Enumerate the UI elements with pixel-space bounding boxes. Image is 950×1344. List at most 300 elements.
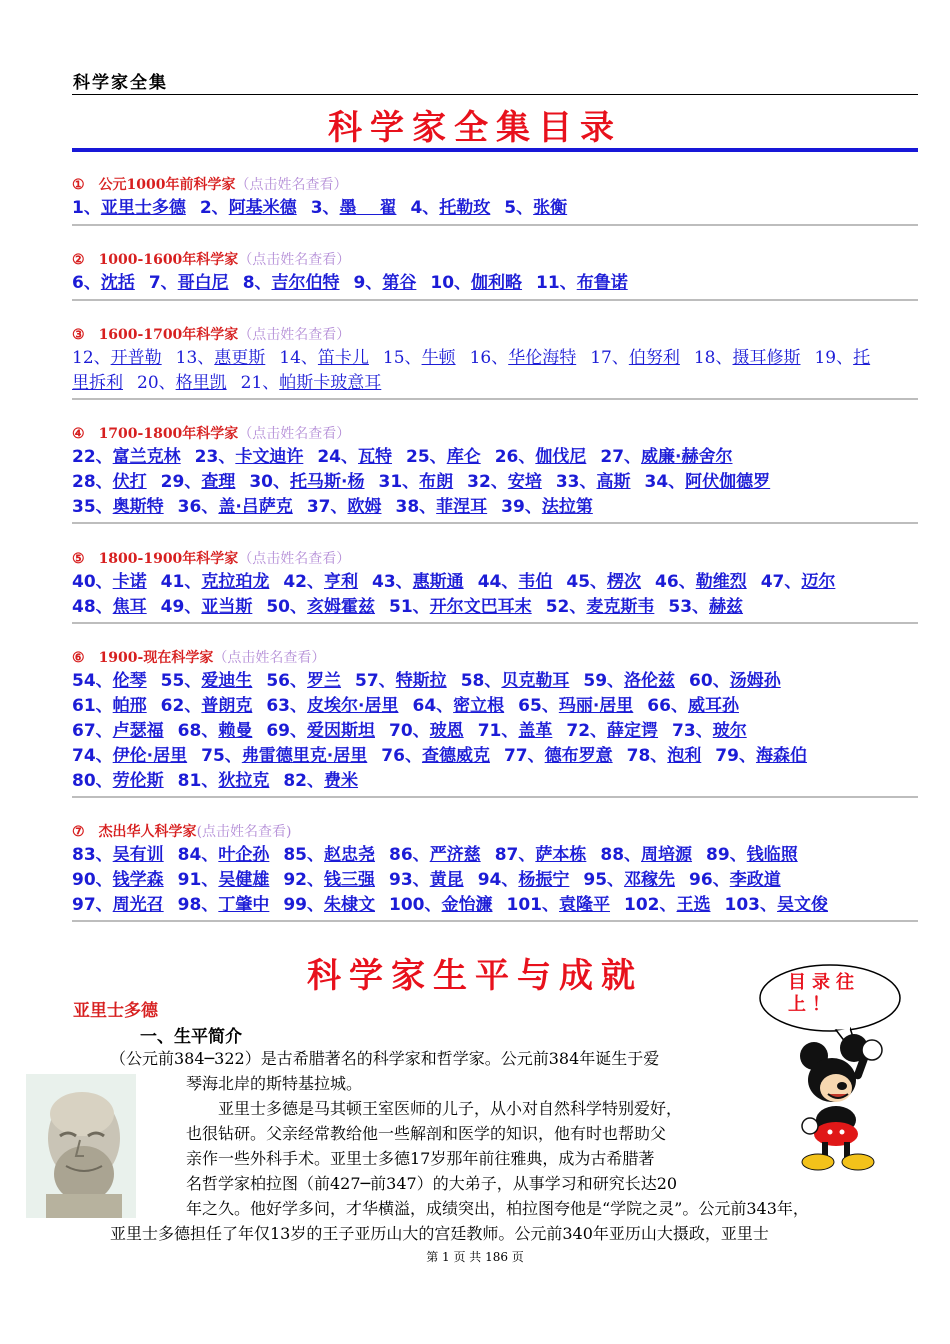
toc-link-name[interactable]: 赫兹 [709,597,744,617]
toc-link[interactable] [161,597,253,617]
toc-link[interactable] [389,895,493,915]
toc-link-number: 31、 [378,472,420,492]
toc-link[interactable] [627,746,702,766]
toc-link[interactable] [307,497,382,517]
toc-link-name[interactable]: 勒维烈 [695,572,747,592]
toc-link-name[interactable]: 迈尔 [801,572,836,592]
toc-link-name[interactable]: 亚里士多德 [100,198,186,218]
toc-link[interactable] [430,273,522,293]
toc-link-name[interactable]: 惠更斯 [214,348,266,368]
toc-link-name[interactable]: 玻尔 [712,721,747,741]
toc-link[interactable] [583,671,675,691]
toc-link[interactable] [566,572,641,592]
toc-link-name[interactable]: 邓稼先 [624,870,676,890]
toc-link[interactable] [583,870,675,890]
section-hint: （点击姓名查看） [238,426,351,442]
toc-link[interactable] [495,845,587,865]
toc-link-name[interactable]: 楞次 [607,572,642,592]
toc-link[interactable] [317,447,392,467]
toc-link[interactable] [761,572,836,592]
toc-link[interactable] [470,348,577,368]
toc-link[interactable] [161,572,270,592]
toc-link-number: 66、 [647,696,688,716]
toc-link[interactable] [647,696,739,716]
toc-link-number: 89、 [706,845,747,865]
toc-link-name[interactable]: 富兰克林 [112,447,181,467]
toc-link[interactable] [283,572,358,592]
toc-link[interactable] [694,348,801,368]
toc-link-name[interactable]: 开普勒 [110,348,162,368]
toc-link[interactable] [566,721,658,741]
toc-link-name[interactable]: 威耳孙 [687,696,739,716]
toc-link-name[interactable]: 盖革 [518,721,553,741]
bio-line: 琴海北岸的斯特基拉城。 [186,1074,363,1093]
toc-link-name[interactable]: 安培 [507,472,542,492]
toc-link-name[interactable]: 菲涅耳 [436,497,488,517]
toc-link-number: 101、 [506,895,560,915]
toc-link-name[interactable]: 摄耳修斯 [732,348,801,368]
toc-link[interactable] [715,746,807,766]
toc-link[interactable] [72,721,164,741]
toc-link-name[interactable]: 库仑 [446,447,481,467]
toc-link-name[interactable]: 格里凯 [175,373,227,393]
toc-link-name[interactable]: 伽伐尼 [535,447,587,467]
section-hint: （点击姓名查看） [238,252,351,268]
toc-link[interactable] [72,746,187,766]
toc-link-name[interactable]: 赖曼 [218,721,253,741]
toc-link-name[interactable]: 密立根 [453,696,505,716]
toc-link-name[interactable]: 张衡 [533,198,568,218]
toc-link-number: 4、 [410,198,440,218]
toc-link-name[interactable]: 华伦海特 [508,348,577,368]
toc-link-number: 58、 [460,671,502,691]
toc-rule [72,148,918,152]
toc-link-name[interactable]: 焦耳 [112,597,147,617]
section-hint: (点击姓名查看) [196,824,292,840]
toc-link-number: 8、 [242,273,272,293]
toc-link-name[interactable]: 布鲁诺 [576,273,628,293]
toc-link-name[interactable]: 严济慈 [429,845,481,865]
section-number: ⑥ [72,650,85,666]
toc-link[interactable] [507,895,611,915]
toc-link-number: 75、 [201,746,242,766]
section-number: ⑦ [72,824,85,840]
toc-link[interactable] [689,671,781,691]
toc-link[interactable] [161,671,253,691]
toc-link[interactable] [372,572,464,592]
toc-link[interactable] [161,696,253,716]
toc-link-number: 61、 [72,696,113,716]
toc-link[interactable] [176,348,266,368]
toc-link[interactable] [389,597,532,617]
toc-link[interactable] [478,721,553,741]
toc-link[interactable] [478,572,553,592]
toc-link-name[interactable]: 查德威克 [421,746,490,766]
toc-link[interactable] [518,696,633,716]
toc-link[interactable] [266,721,375,741]
toc-link-name[interactable]: 第谷 [382,273,417,293]
toc-link[interactable] [249,472,364,492]
toc-link-number: 35、 [72,497,113,517]
toc-link[interactable] [283,771,358,791]
toc-link-name[interactable]: 弗雷德里克·居里 [241,746,368,766]
bio-line: 亲作一些外科手术。亚里士多德17岁那年前往雅典，成为古希腊著 [186,1149,655,1168]
back-to-toc-label[interactable]: 目录往上！ [788,972,860,1015]
toc-link[interactable] [266,671,341,691]
toc-link-name[interactable]: 伊伦·居里 [112,746,188,766]
toc-link-number: 36、 [177,497,219,517]
toc-link[interactable] [178,895,270,915]
bio-title: 科学家生平与成就 [307,956,643,996]
toc-link[interactable] [283,895,375,915]
toc-link[interactable] [243,273,340,293]
toc-link[interactable] [72,497,164,517]
toc-link-name[interactable]: 德布罗意 [544,746,613,766]
toc-link[interactable] [72,771,164,791]
toc-link-name[interactable]: 朱棣文 [324,895,376,915]
toc-link-name[interactable]: 伽利略 [471,273,523,293]
toc-link[interactable] [383,348,456,368]
toc-link-number: 49、 [160,597,202,617]
toc-link[interactable] [814,348,870,368]
toc-link[interactable] [389,721,464,741]
toc-link[interactable] [149,273,229,293]
toc-link[interactable] [504,198,567,218]
toc-link-number: 37、 [306,497,348,517]
page-footer: 第 1 页 共 186 页 [426,1250,524,1264]
toc-link-name[interactable]: 吴有训 [112,845,164,865]
toc-link-number: 24、 [317,447,359,467]
toc-link[interactable] [467,472,542,492]
section-hint: （点击姓名查看） [238,327,351,343]
toc-link[interactable] [672,721,747,741]
toc-line [72,445,920,470]
toc-line [72,595,920,620]
toc-link[interactable] [624,895,711,915]
toc-link-name[interactable]: 费米 [324,771,359,791]
toc-link-name[interactable]: 叶企孙 [218,845,270,865]
section-number: ⑤ [72,551,85,567]
toc-link-name[interactable]: 玻恩 [429,721,464,741]
toc-link-number: 72、 [566,721,608,741]
toc-link-name[interactable]: 爱迪生 [201,671,253,691]
bio-line: （公元前384─322）是古希腊著名的科学家和哲学家。公元前384年诞生于爱 [110,1049,660,1068]
toc-link[interactable] [689,870,781,890]
toc-link-number: 73、 [672,721,713,741]
toc-link-name[interactable]: 沈括 [100,273,135,293]
toc-link[interactable] [266,696,398,716]
toc-section-6 [72,647,920,794]
toc-link-name[interactable]: 伯努利 [628,348,680,368]
toc-link-name[interactable]: 汤姆孙 [729,671,781,691]
toc-link-name[interactable]: 丁肇中 [218,895,270,915]
toc-link-name[interactable]: 杨振宁 [518,870,570,890]
section-heading [72,821,920,843]
toc-link[interactable] [72,671,147,691]
toc-link-name[interactable]: 钱临照 [746,845,798,865]
toc-link[interactable] [137,373,227,393]
toc-link[interactable] [706,845,798,865]
toc-link-name[interactable]: 周光召 [112,895,164,915]
toc-link[interactable] [495,447,587,467]
toc-link[interactable] [461,671,570,691]
toc-link-name[interactable]: 罗兰 [307,671,342,691]
toc-link[interactable] [645,472,771,492]
toc-link-number: 83、 [72,845,113,865]
toc-link[interactable] [72,273,135,293]
toc-link-name[interactable]: 开尔文巴耳末 [429,597,532,617]
toc-link-name[interactable]: 海森伯 [755,746,807,766]
toc-link[interactable] [410,198,490,218]
toc-link[interactable] [266,597,375,617]
toc-link-name[interactable]: 吴文俊 [777,895,829,915]
toc-link-number: 78、 [626,746,668,766]
toc-link-name[interactable]: 钱学森 [112,870,164,890]
toc-link[interactable] [72,597,147,617]
toc-link-name[interactable]: 赵忠尧 [324,845,376,865]
toc-link-name[interactable]: 牛顿 [421,348,456,368]
toc-link-number: 76、 [381,746,422,766]
toc-link[interactable] [536,273,628,293]
toc-link-number: 97、 [72,895,113,915]
toc-link-name[interactable]: 帕斯卡玻意耳 [279,373,382,393]
section-divider [72,398,918,400]
toc-link-name[interactable]: 阿基米德 [228,198,297,218]
toc-link[interactable] [546,597,655,617]
toc-link[interactable] [311,198,397,218]
toc-link[interactable] [72,696,147,716]
toc-section-7 [72,821,920,918]
toc-link[interactable] [283,845,375,865]
section-heading [72,647,920,669]
toc-link-name[interactable]: 麦克斯韦 [586,597,655,617]
toc-link-name[interactable]: 亚当斯 [201,597,253,617]
toc-link-number: 54、 [72,671,113,691]
toc-link-number: 40、 [72,572,113,592]
toc-link-name[interactable]: 法拉第 [541,497,593,517]
toc-link[interactable] [354,273,417,293]
toc-link[interactable] [72,845,164,865]
toc-link[interactable] [178,870,270,890]
toc-link[interactable] [556,472,631,492]
toc-link-name[interactable]: 萨本栋 [535,845,587,865]
toc-link-name[interactable]: 卡诺 [112,572,147,592]
toc-link-number: 51、 [389,597,430,617]
toc-link[interactable] [389,870,464,890]
toc-link[interactable] [590,348,680,368]
section-title: 1700-1800年科学家 [98,426,239,442]
toc-link[interactable] [241,373,382,393]
toc-link-name[interactable]: 克拉珀龙 [201,572,270,592]
toc-link-number: 85、 [283,845,325,865]
toc-link-name[interactable]: 普朗克 [201,696,253,716]
toc-link-number: 13、 [175,348,215,368]
toc-link-number: 7、 [148,273,178,293]
toc-link-name[interactable]: 哥白尼 [177,273,229,293]
toc-link[interactable] [72,348,162,368]
toc-link-name[interactable]: 盖·吕萨克 [218,497,293,517]
scientist-name: 亚里士多德 [73,1001,158,1021]
toc-link-number: 47、 [760,572,802,592]
toc-link[interactable] [406,447,481,467]
toc-link[interactable] [195,447,304,467]
toc-link-name[interactable]: 皮埃尔·居里 [307,696,399,716]
toc-link[interactable] [668,597,743,617]
toc-link-number: 93、 [389,870,430,890]
toc-link-name[interactable]: 黄昆 [429,870,464,890]
toc-link[interactable] [504,746,613,766]
toc-link-name[interactable]: 查理 [201,472,236,492]
toc-link-number: 48、 [72,597,113,617]
toc-link-name[interactable]: 墨 翟 [339,198,397,218]
toc-link-name[interactable]: 李政道 [729,870,781,890]
toc-link[interactable] [178,721,253,741]
section-heading [72,174,920,196]
toc-link-name[interactable]: 高斯 [596,472,631,492]
toc-link-name[interactable]: 泡利 [667,746,702,766]
toc-link[interactable] [600,845,692,865]
toc-link[interactable] [72,472,147,492]
toc-link-number: 57、 [355,671,396,691]
toc-link-name[interactable]: 帕邢 [112,696,147,716]
toc-link[interactable] [72,895,164,915]
toc-line [72,744,920,769]
toc-link[interactable] [279,348,369,368]
toc-link-name[interactable]: 钱三强 [324,870,376,890]
toc-link-number: 64、 [412,696,454,716]
toc-link-name[interactable]: 周培源 [641,845,693,865]
toc-link[interactable] [395,497,487,517]
toc-link-name[interactable]: 特斯拉 [395,671,447,691]
toc-link-name[interactable]: 瓦特 [358,447,393,467]
toc-link-name[interactable]: 托马斯·杨 [290,472,365,492]
toc-link-number: 42、 [283,572,325,592]
section-divider [72,522,918,524]
section-title: 1600-1700年科学家 [98,327,239,343]
toc-link[interactable] [72,198,186,218]
toc-link-name[interactable]: 金怡濂 [441,895,493,915]
toc-link-name[interactable]: 卢瑟福 [112,721,164,741]
toc-link-name[interactable]: 亥姆霍兹 [307,597,376,617]
toc-link-name[interactable]: 威廉·赫舍尔 [641,447,733,467]
toc-link[interactable] [389,845,481,865]
toc-link-number: 71、 [477,721,519,741]
toc-link[interactable] [478,870,570,890]
toc-link-name[interactable]: 笛卡儿 [317,348,369,368]
toc-link-name[interactable]: 伦琴 [112,671,147,691]
toc-link-name[interactable]: 薛定谔 [607,721,659,741]
toc-link[interactable] [412,696,504,716]
toc-link-name[interactable]: 惠斯通 [412,572,464,592]
toc-link-name[interactable]: 托 [853,348,871,368]
toc-link-name[interactable]: 卡文迪许 [235,447,304,467]
toc-link-name[interactable]: 爱因斯坦 [307,721,376,741]
toc-link[interactable] [655,572,747,592]
toc-link-number: 38、 [395,497,437,517]
section-hint: （点击姓名查看） [238,551,351,567]
toc-link-name[interactable]: 奥斯特 [112,497,164,517]
toc-link-name[interactable]: 贝克勒耳 [501,671,570,691]
toc-link-name[interactable]: 亨利 [324,572,359,592]
toc-link-number: 45、 [566,572,608,592]
toc-link[interactable] [201,746,367,766]
toc-link-name[interactable]: 里拆利 [72,373,123,393]
toc-link-name[interactable]: 欧姆 [347,497,382,517]
section-number: ③ [72,327,85,343]
toc-link[interactable] [283,870,375,890]
toc-link-number: 17、 [590,348,629,368]
toc-link[interactable] [378,472,453,492]
toc-link-number: 33、 [555,472,597,492]
toc-link-number: 19、 [814,348,854,368]
toc-link-number: 53、 [668,597,710,617]
toc-link[interactable] [501,497,593,517]
toc-link-number: 41、 [160,572,202,592]
toc-link-number: 30、 [249,472,291,492]
toc-link-number: 15、 [382,348,422,368]
section-number: ④ [72,426,85,442]
toc-link-name[interactable]: 狄拉克 [218,771,270,791]
toc-link-name[interactable]: 王选 [676,895,711,915]
toc-link[interactable] [178,771,270,791]
toc-link-name[interactable]: 托勒玫 [439,198,491,218]
toc-link-number: 80、 [72,771,113,791]
toc-link[interactable] [72,447,181,467]
toc-link-number: 102、 [624,895,677,915]
toc-link[interactable] [72,572,147,592]
toc-link-name[interactable]: 洛伦兹 [624,671,676,691]
toc-link-number: 43、 [372,572,413,592]
toc-link-number: 94、 [477,870,519,890]
toc-link-name[interactable]: 玛丽·居里 [558,696,634,716]
toc-section-2 [72,249,920,296]
toc-link-name[interactable]: 伏打 [112,472,147,492]
toc-line [72,495,920,520]
toc-link-number: 25、 [406,447,447,467]
toc-link-name[interactable]: 吴健雄 [218,870,270,890]
mickey-mouse-image [792,1034,892,1172]
toc-link-number: 87、 [494,845,536,865]
toc-link[interactable] [178,497,293,517]
toc-link-number: 26、 [494,447,536,467]
toc-link-name[interactable]: 袁隆平 [559,895,611,915]
toc-link[interactable] [600,447,732,467]
toc-line [72,271,920,296]
toc-link[interactable] [200,198,297,218]
toc-link[interactable] [381,746,490,766]
toc-link-name[interactable]: 劳伦斯 [112,771,164,791]
toc-link-name[interactable]: 阿伏伽德罗 [685,472,771,492]
toc-link[interactable] [72,373,123,393]
toc-line [72,893,920,918]
toc-link[interactable] [355,671,447,691]
toc-link-number: 6、 [72,273,101,293]
toc-link[interactable] [725,895,829,915]
toc-link-number: 92、 [283,870,325,890]
section-divider [72,299,918,301]
toc-link[interactable] [72,870,164,890]
toc-link-name[interactable]: 布朗 [419,472,454,492]
back-to-toc-bubble[interactable] [758,962,908,1032]
section-heading [72,249,920,271]
toc-link-name[interactable]: 韦伯 [518,572,553,592]
toc-link-number: 22、 [72,447,113,467]
toc-link-number: 11、 [536,273,577,293]
toc-link[interactable] [161,472,236,492]
section-title: 杰出华人科学家 [98,824,197,840]
toc-link[interactable] [178,845,270,865]
toc-link-name[interactable]: 吉尔伯特 [271,273,340,293]
